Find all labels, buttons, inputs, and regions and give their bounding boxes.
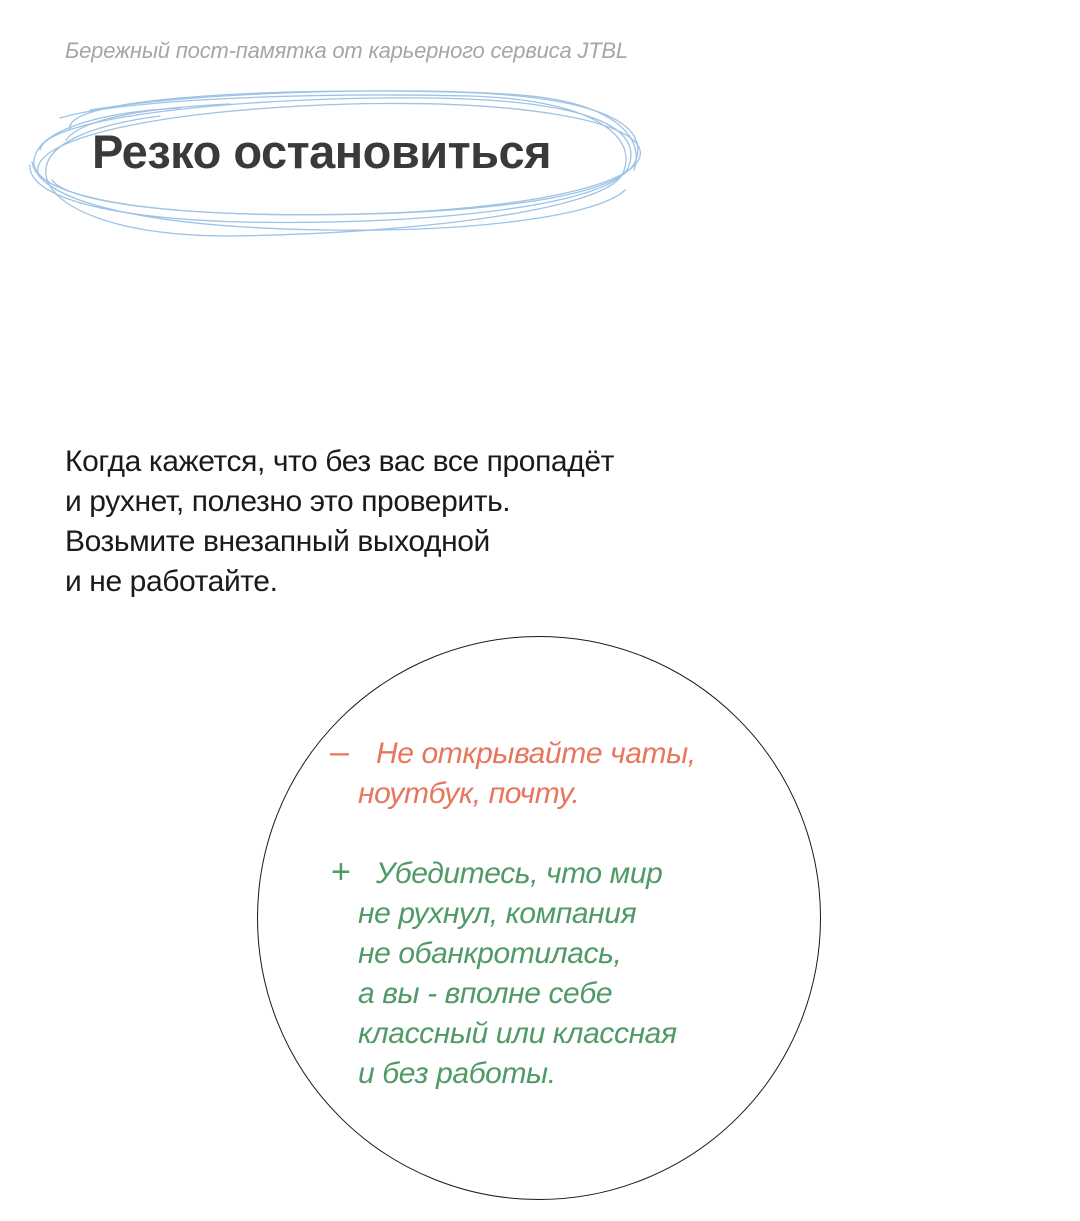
intro-paragraph [65, 442, 614, 602]
dont-advice [358, 734, 696, 814]
do-line: классный или классная [358, 1017, 677, 1050]
header-subtitle: Бережный пост-памятка от карьерного сервиса JTBL [65, 38, 628, 63]
plus-icon: + [331, 853, 351, 891]
do-line: Убедитесь, что мир [376, 857, 663, 890]
intro-line: и рухнет, полезно это проверить. [65, 485, 511, 518]
do-line: не обанкротилась, [358, 937, 622, 970]
dont-line: Не открывайте чаты, [376, 737, 696, 770]
intro-line: Когда кажется, что без вас все пропадёт [65, 445, 614, 478]
page-title: Резко остановиться [92, 125, 552, 178]
intro-line: Возьмите внезапный выходной [65, 525, 490, 558]
minus-icon: – [330, 733, 349, 771]
do-line: а вы - вполне себе [358, 977, 613, 1010]
dont-line: ноутбук, почту. [358, 777, 580, 810]
intro-line: и не работайте. [65, 565, 278, 598]
do-line: и без работы. [358, 1057, 556, 1090]
do-line: не рухнул, компания [358, 897, 637, 930]
do-advice [358, 854, 677, 1094]
